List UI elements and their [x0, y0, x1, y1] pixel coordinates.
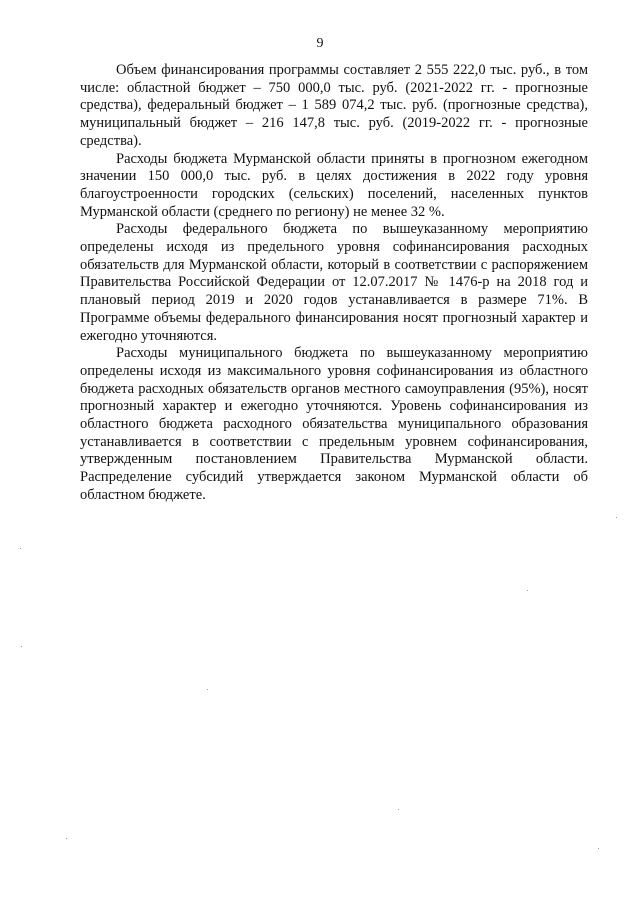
paragraph-financing-volume: Объем финансирования программы составляет 2 555 222,0 тыс. руб., в том числе: областной бюджет – 750 000,0 тыс. руб. (2021-2022 гг. - прогнозные средства), федеральный бюджет – 1 589 074,2 тыс. руб. (прогнозные средства), муниципальный бюджет – 216 147,8 тыс. руб. (2019-2022 гг. - прогнозные средства).	[80, 62, 588, 149]
paragraph-regional-budget: Расходы бюджета Мурманской области приняты в прогнозном ежегодном значении 150 000,0 тыс. руб. в целях достижения в 2022 году уровня благоустроенности городских (сельских) поселений, населенных пунктов Мурманской области (среднего по региону) не менее 32 %.	[80, 150, 588, 220]
paragraph-federal-budget: Расходы федерального бюджета по вышеуказанному мероприятию определены исходя из предельного уровня софинансирования расходных обязательств для Мурманской области, который в соответствии с распоряжением Правительства Российской Федерации от 12.07.2017 № 1476-р на 2018 год и плановый период 2019 и 2020 годов устанавливается в размере 71%. В Программе объемы федерального финансирования носят прогнозный характер и ежегодно уточняются.	[80, 221, 588, 344]
body-text	[80, 62, 588, 505]
scan-speck	[66, 838, 67, 839]
scan-speck	[20, 548, 21, 549]
paragraph-municipal-budget: Расходы муниципального бюджета по вышеуказанному мероприятию определены исходя из максимального уровня софинансирования из областного бюджета расходных обязательств органов местного самоуправления (95%), носят прогнозный характер и ежегодно уточняются. Уровень софинансирования из областного бюджета расходного обязательства муниципального образования устанавливается в соответствии с предельным уровнем софинансирования, утвержденным постановлением Правительства Мурманской области. Распределение субсидий утверждается законом Мурманской области об областном бюджете.	[80, 345, 588, 503]
scan-speck	[398, 809, 399, 810]
scan-speck	[527, 590, 528, 591]
page-number: 9	[316, 36, 324, 51]
scan-speck	[207, 689, 208, 690]
scan-speck	[598, 848, 599, 849]
scan-speck	[616, 517, 617, 518]
scan-speck	[21, 646, 22, 647]
